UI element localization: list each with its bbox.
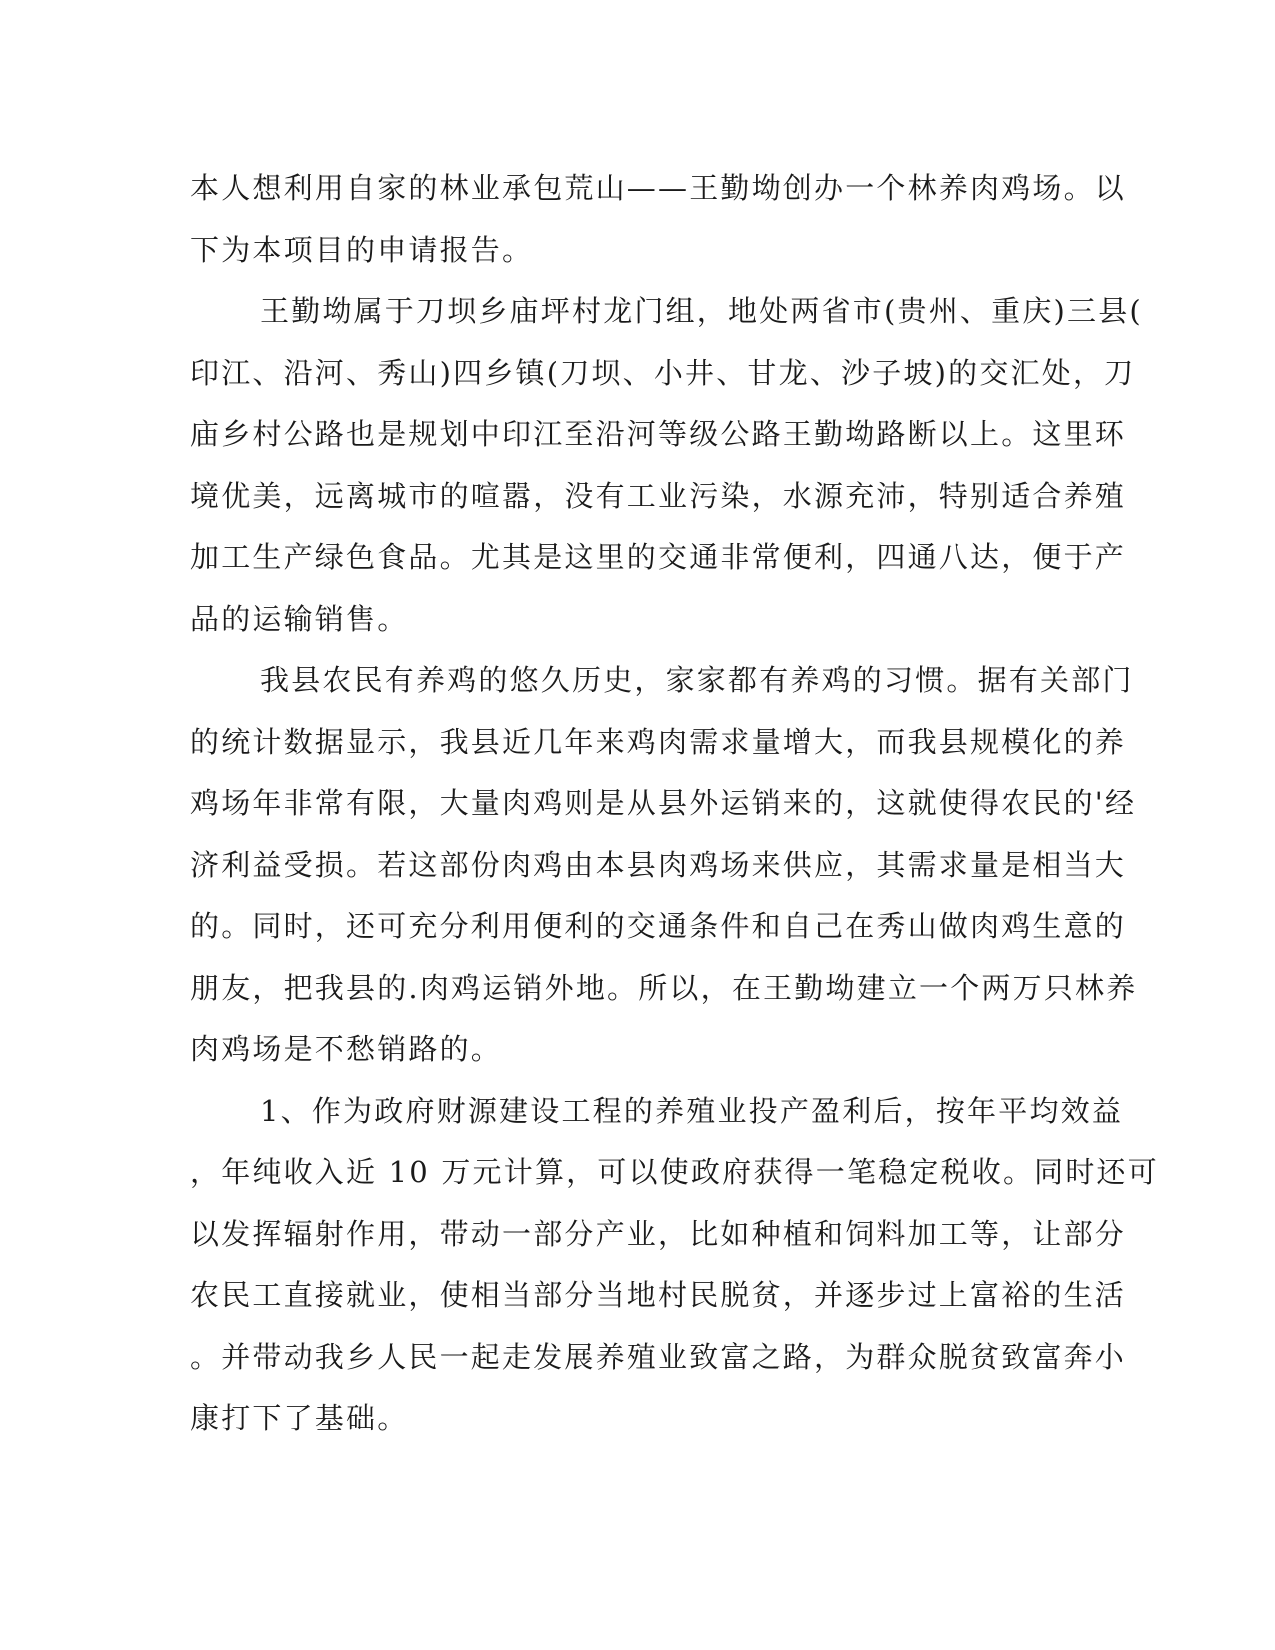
text-line: 境优美，远离城市的喧嚣，没有工业污染，水源充沛，特别适合养殖 — [190, 478, 1127, 513]
text-line: 的统计数据显示，我县近几年来鸡肉需求量增大，而我县规模化的养 — [190, 724, 1127, 759]
text-line: 朋友，把我县的.肉鸡运销外地。所以，在王勤坳建立一个两万只林养 — [190, 970, 1138, 1005]
text-line: 以发挥辐射作用，带动一部分产业，比如种植和饲料加工等，让部分 — [190, 1216, 1127, 1251]
text-line: 下为本项目的申请报告。 — [190, 232, 534, 267]
text-line: 印江、沿河、秀山)四乡镇(刀坝、小井、甘龙、沙子坡)的交汇处，刀 — [190, 355, 1136, 390]
paragraph-intro — [190, 158, 1127, 281]
text-line: 庙乡村公路也是规划中印江至沿河等级公路王勤坳路断以上。这里环 — [190, 417, 1127, 451]
text-line: 王勤坳属于刀坝乡庙坪村龙门组，地处两省市(贵州、重庆)三县( — [260, 294, 1143, 328]
text-line: 我县农民有养鸡的悠久历史，家家都有养鸡的习惯。据有关部门 — [260, 663, 1134, 697]
document-body — [190, 158, 1159, 1450]
text-line: 本人想利用自家的林业承包荒山——王勤坳创办一个林养肉鸡场。以 — [190, 171, 1127, 205]
paragraph-market — [190, 650, 1138, 1081]
text-line: 的。同时，还可充分利用便利的交通条件和自己在秀山做肉鸡生意的 — [190, 909, 1127, 943]
text-line: 鸡场年非常有限，大量肉鸡则是从县外运销来的，这就使得农民的'经 — [190, 786, 1137, 820]
text-line: 。并带动我乡人民一起走发展养殖业致富之路，为群众脱贫致富奔小 — [190, 1339, 1127, 1374]
text-line: ，年纯收入近 10 万元计算，可以使政府获得一笔稳定税收。同时还可 — [190, 1155, 1159, 1189]
text-line: 肉鸡场是不愁销路的。 — [190, 1032, 503, 1066]
text-line: 农民工直接就业，使相当部分当地村民脱贫，并逐步过上富裕的生活 — [190, 1278, 1127, 1312]
paragraph-benefits — [190, 1081, 1159, 1450]
text-line: 加工生产绿色食品。尤其是这里的交通非常便利，四通八达，便于产 — [190, 540, 1127, 574]
text-line: 济利益受损。若这部份肉鸡由本县肉鸡场来供应，其需求量是相当大 — [190, 847, 1127, 882]
paragraph-location — [190, 281, 1143, 650]
text-line: 康打下了基础。 — [190, 1401, 409, 1435]
text-line: 品的运输销售。 — [190, 601, 409, 636]
text-line: 1、作为政府财源建设工程的养殖业投产盈利后，按年平均效益 — [260, 1093, 1124, 1128]
